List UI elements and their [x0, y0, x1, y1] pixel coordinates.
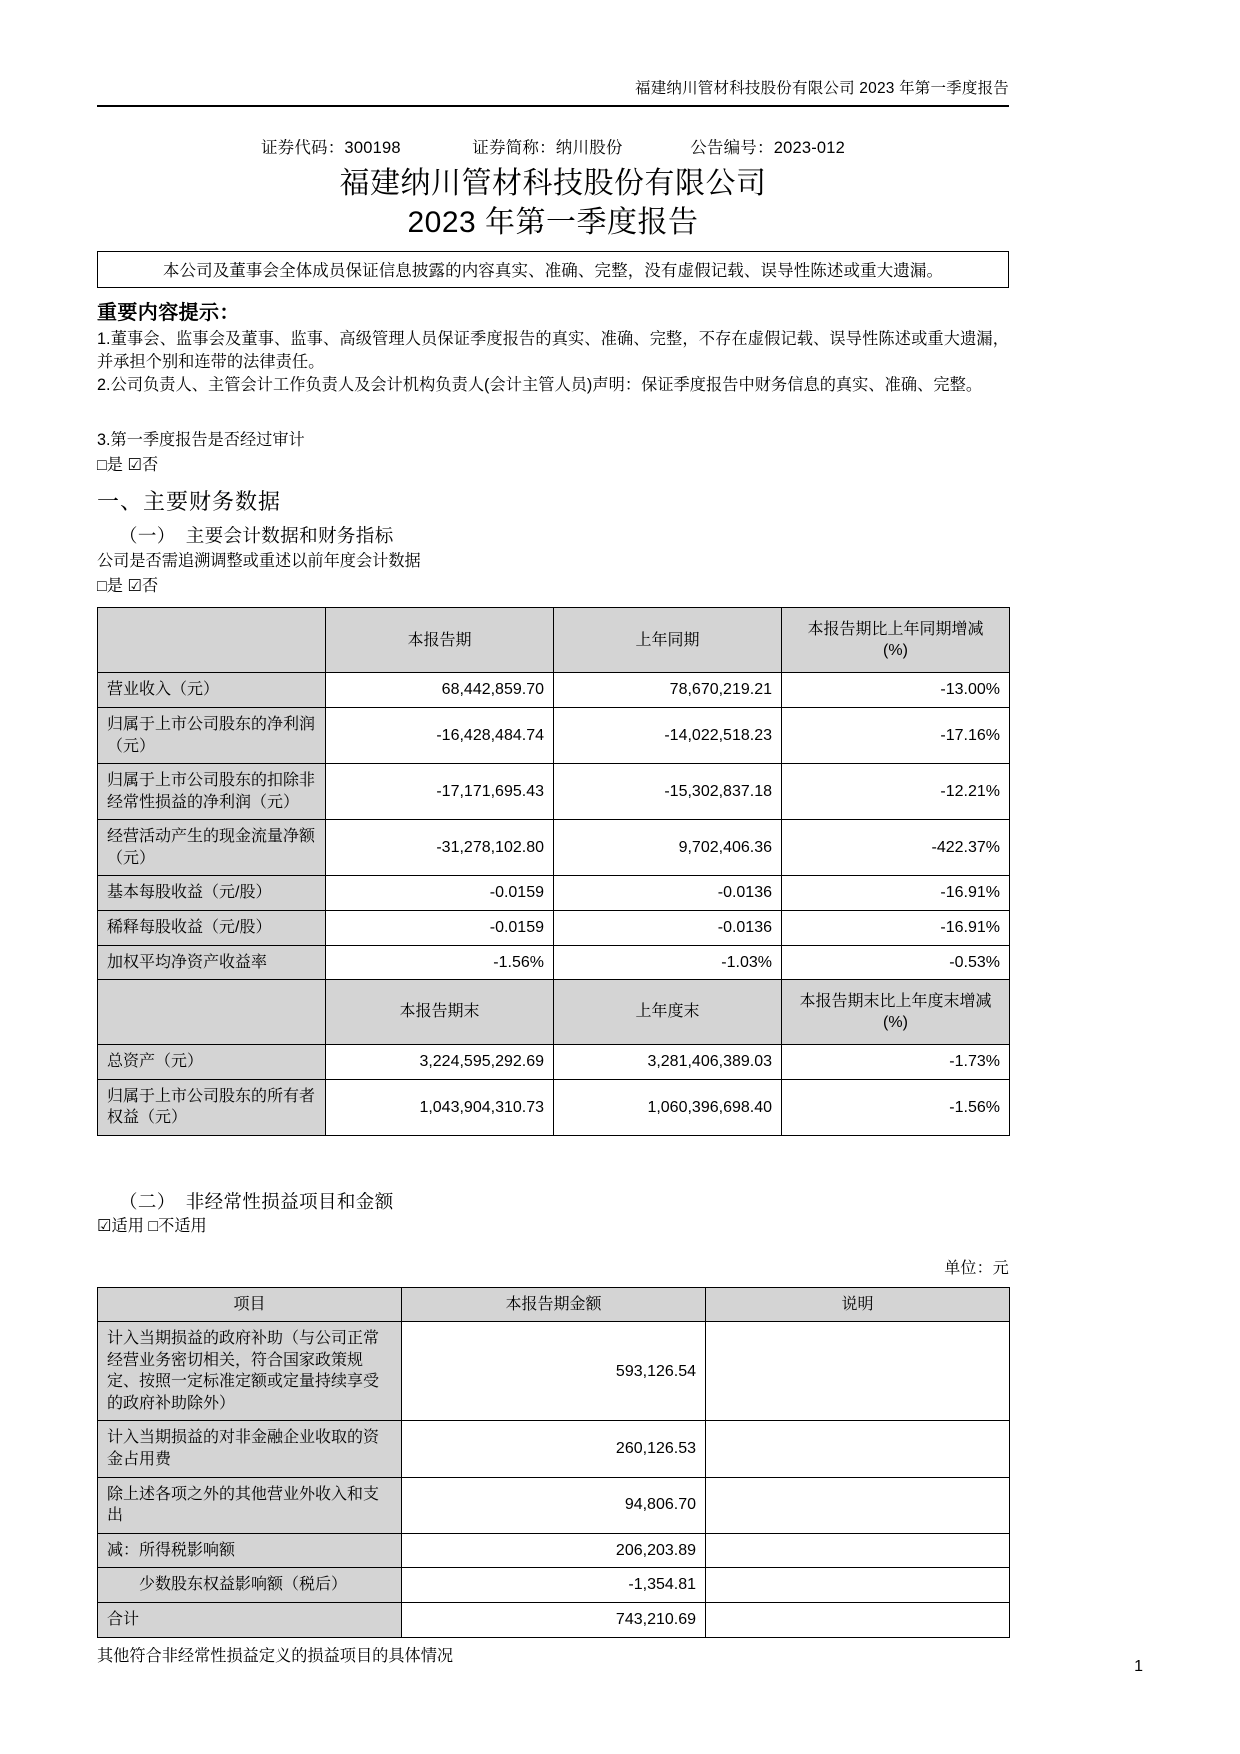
row-amount-value: 94,806.70 — [402, 1477, 706, 1533]
row-prior-value: -0.0136 — [554, 911, 782, 946]
page-content — [97, 0, 1009, 1666]
row-current-value: -0.0159 — [326, 911, 554, 946]
header-amount: 本报告期金额 — [402, 1287, 706, 1322]
header-change-line2: (%) — [883, 642, 908, 660]
row-amount-value: 593,126.54 — [402, 1322, 706, 1421]
subheader-change-line1: 本报告期末比上年度末增减 — [799, 992, 992, 1010]
row-current-value: -31,278,102.80 — [326, 820, 554, 876]
row-label: 归属于上市公司股东的净利润（元） — [98, 707, 326, 763]
row-change-value: -1.73% — [782, 1045, 1010, 1080]
section-heading-financial-data: 一、主要财务数据 — [97, 489, 282, 515]
header-divider — [97, 105, 1009, 107]
applicable-checkbox-options[interactable]: ☑适用 □不适用 — [97, 1217, 207, 1236]
row-prior-value: 1,060,396,698.40 — [554, 1079, 782, 1135]
row-current-value: 68,442,859.70 — [326, 673, 554, 708]
notice-item-2: 2.公司负责人、主管会计工作负责人及会计机构负责人(会计主管人员)声明：保证季度报告中财务信息的真实、准确、完整。 — [97, 376, 983, 395]
row-label: 加权平均净资产收益率 — [98, 945, 326, 980]
notice-item-1: 1.董事会、监事会及董事、监事、高级管理人员保证季度报告的真实、准确、完整，不存在虚假记载、误导性陈述或重大遗漏，并承担个别和连带的法律责任。 — [97, 330, 1009, 372]
header-prior-period: 上年同期 — [554, 608, 782, 673]
table-row — [98, 1533, 1010, 1568]
subheader-prior-year-end: 上年度末 — [554, 980, 782, 1045]
table-header-row — [98, 608, 1010, 673]
row-amount-value: 206,203.89 — [402, 1533, 706, 1568]
table-row — [98, 707, 1010, 763]
running-header — [97, 0, 1009, 99]
table-row — [98, 1603, 1010, 1638]
notice-item-3: 3.第一季度报告是否经过审计 — [97, 431, 305, 450]
subheader-change-pct — [782, 980, 1010, 1045]
row-note-value — [706, 1603, 1010, 1638]
subheader-blank-cell — [98, 980, 326, 1045]
table-row — [98, 1322, 1010, 1421]
row-note-value — [706, 1568, 1010, 1603]
table-row — [98, 1421, 1010, 1477]
table-row — [98, 945, 1010, 980]
row-current-value: 1,043,904,310.73 — [326, 1079, 554, 1135]
header-blank-cell — [98, 608, 326, 673]
row-amount-value: 260,126.53 — [402, 1421, 706, 1477]
row-label: 稀释每股收益（元/股） — [98, 911, 326, 946]
security-info-line — [97, 134, 1009, 158]
report-title: 2023 年第一季度报告 — [407, 205, 699, 239]
row-label: 归属于上市公司股东的扣除非经常性损益的净利润（元） — [98, 764, 326, 820]
row-change-value: -16.91% — [782, 876, 1010, 911]
row-prior-value: -0.0136 — [554, 876, 782, 911]
row-prior-value: 3,281,406,389.03 — [554, 1045, 782, 1080]
row-prior-value: -1.03% — [554, 945, 782, 980]
row-label: 归属于上市公司股东的所有者权益（元） — [98, 1079, 326, 1135]
subheader-change-line2: (%) — [883, 1014, 908, 1032]
table-row — [98, 673, 1010, 708]
table-subheader-row — [98, 980, 1010, 1045]
row-current-value: -16,428,484.74 — [326, 707, 554, 763]
row-change-value: -422.37% — [782, 820, 1010, 876]
row-change-value: -16.91% — [782, 911, 1010, 946]
table-row — [98, 1045, 1010, 1080]
table-row — [98, 764, 1010, 820]
security-code: 证券代码：300198 — [260, 138, 401, 157]
subsection-title-one: 主要会计数据和财务指标 — [185, 525, 394, 547]
subsection-title-two: 非经常性损益项目和金额 — [185, 1191, 394, 1213]
row-change-value: -0.53% — [782, 945, 1010, 980]
closing-note: 其他符合非经常性损益定义的损益项目的具体情况 — [97, 1646, 454, 1665]
subsection-heading-nonrecurring — [119, 1188, 1009, 1214]
important-notice-heading: 重要内容提示： — [97, 302, 240, 325]
table-row — [98, 911, 1010, 946]
table-row — [98, 1568, 1010, 1603]
row-item-label: 少数股东权益影响额（税后） — [98, 1568, 402, 1603]
announcement-number: 公告编号：2023-012 — [690, 138, 846, 157]
header-note: 说明 — [706, 1287, 1010, 1322]
row-label: 基本每股收益（元/股） — [98, 876, 326, 911]
page-number: 1 — [1134, 1658, 1143, 1675]
row-item-label: 计入当期损益的政府补助（与公司正常经营业务密切相关，符合国家政策规定、按照一定标准定额或定量持续享受的政府补助除外） — [98, 1322, 402, 1421]
row-prior-value: -14,022,518.23 — [554, 707, 782, 763]
row-item-label: 减：所得税影响额 — [98, 1533, 402, 1568]
table-row — [98, 876, 1010, 911]
row-item-label: 合计 — [98, 1603, 402, 1638]
row-current-value: -0.0159 — [326, 876, 554, 911]
unit-note: 单位：元 — [944, 1259, 1009, 1277]
audit-checkbox-options[interactable]: □是 ☑否 — [97, 455, 159, 474]
security-name: 证券简称：纳川股份 — [472, 138, 623, 157]
running-header-text: 福建纳川管材科技股份有限公司 2023 年第一季度报告 — [635, 80, 1009, 97]
row-amount-value: 743,210.69 — [402, 1603, 706, 1638]
disclosure-notice-box: 本公司及董事会全体成员保证信息披露的内容真实、准确、完整，没有虚假记载、误导性陈述或重大遗漏。 — [97, 251, 1009, 288]
subheader-period-end: 本报告期末 — [326, 980, 554, 1045]
table-row — [98, 1079, 1010, 1135]
row-label: 总资产（元） — [98, 1045, 326, 1080]
row-amount-value: -1,354.81 — [402, 1568, 706, 1603]
row-note-value — [706, 1322, 1010, 1421]
restatement-question: 公司是否需追溯调整或重述以前年度会计数据 — [97, 552, 421, 571]
table-header-row — [98, 1287, 1010, 1322]
header-change-pct — [782, 608, 1010, 673]
row-prior-value: -15,302,837.18 — [554, 764, 782, 820]
table-row — [98, 820, 1010, 876]
subsection-number-two: （二） — [119, 1191, 176, 1213]
nonrecurring-items-table — [97, 1287, 1010, 1638]
row-item-label: 除上述各项之外的其他营业外收入和支出 — [98, 1477, 402, 1533]
company-name-title: 福建纳川管材科技股份有限公司 — [339, 166, 767, 200]
row-change-value: -17.16% — [782, 707, 1010, 763]
row-prior-value: 9,702,406.36 — [554, 820, 782, 876]
row-note-value — [706, 1421, 1010, 1477]
row-change-value: -12.21% — [782, 764, 1010, 820]
subsection-heading-accounting-data — [119, 522, 1009, 548]
row-change-value: -1.56% — [782, 1079, 1010, 1135]
subsection-number-one: （一） — [119, 525, 176, 547]
header-item: 项目 — [98, 1287, 402, 1322]
header-change-line1: 本报告期比上年同期增减 — [807, 620, 984, 638]
main-financial-table — [97, 607, 1010, 1136]
row-label: 营业收入（元） — [98, 673, 326, 708]
row-note-value — [706, 1477, 1010, 1533]
header-current-period: 本报告期 — [326, 608, 554, 673]
row-label: 经营活动产生的现金流量净额（元） — [98, 820, 326, 876]
row-current-value: -17,171,695.43 — [326, 764, 554, 820]
row-note-value — [706, 1533, 1010, 1568]
restatement-checkbox-options[interactable]: □是 ☑否 — [97, 576, 159, 595]
row-prior-value: 78,670,219.21 — [554, 673, 782, 708]
row-item-label: 计入当期损益的对非金融企业收取的资金占用费 — [98, 1421, 402, 1477]
row-change-value: -13.00% — [782, 673, 1010, 708]
table-row — [98, 1477, 1010, 1533]
row-current-value: -1.56% — [326, 945, 554, 980]
row-current-value: 3,224,595,292.69 — [326, 1045, 554, 1080]
